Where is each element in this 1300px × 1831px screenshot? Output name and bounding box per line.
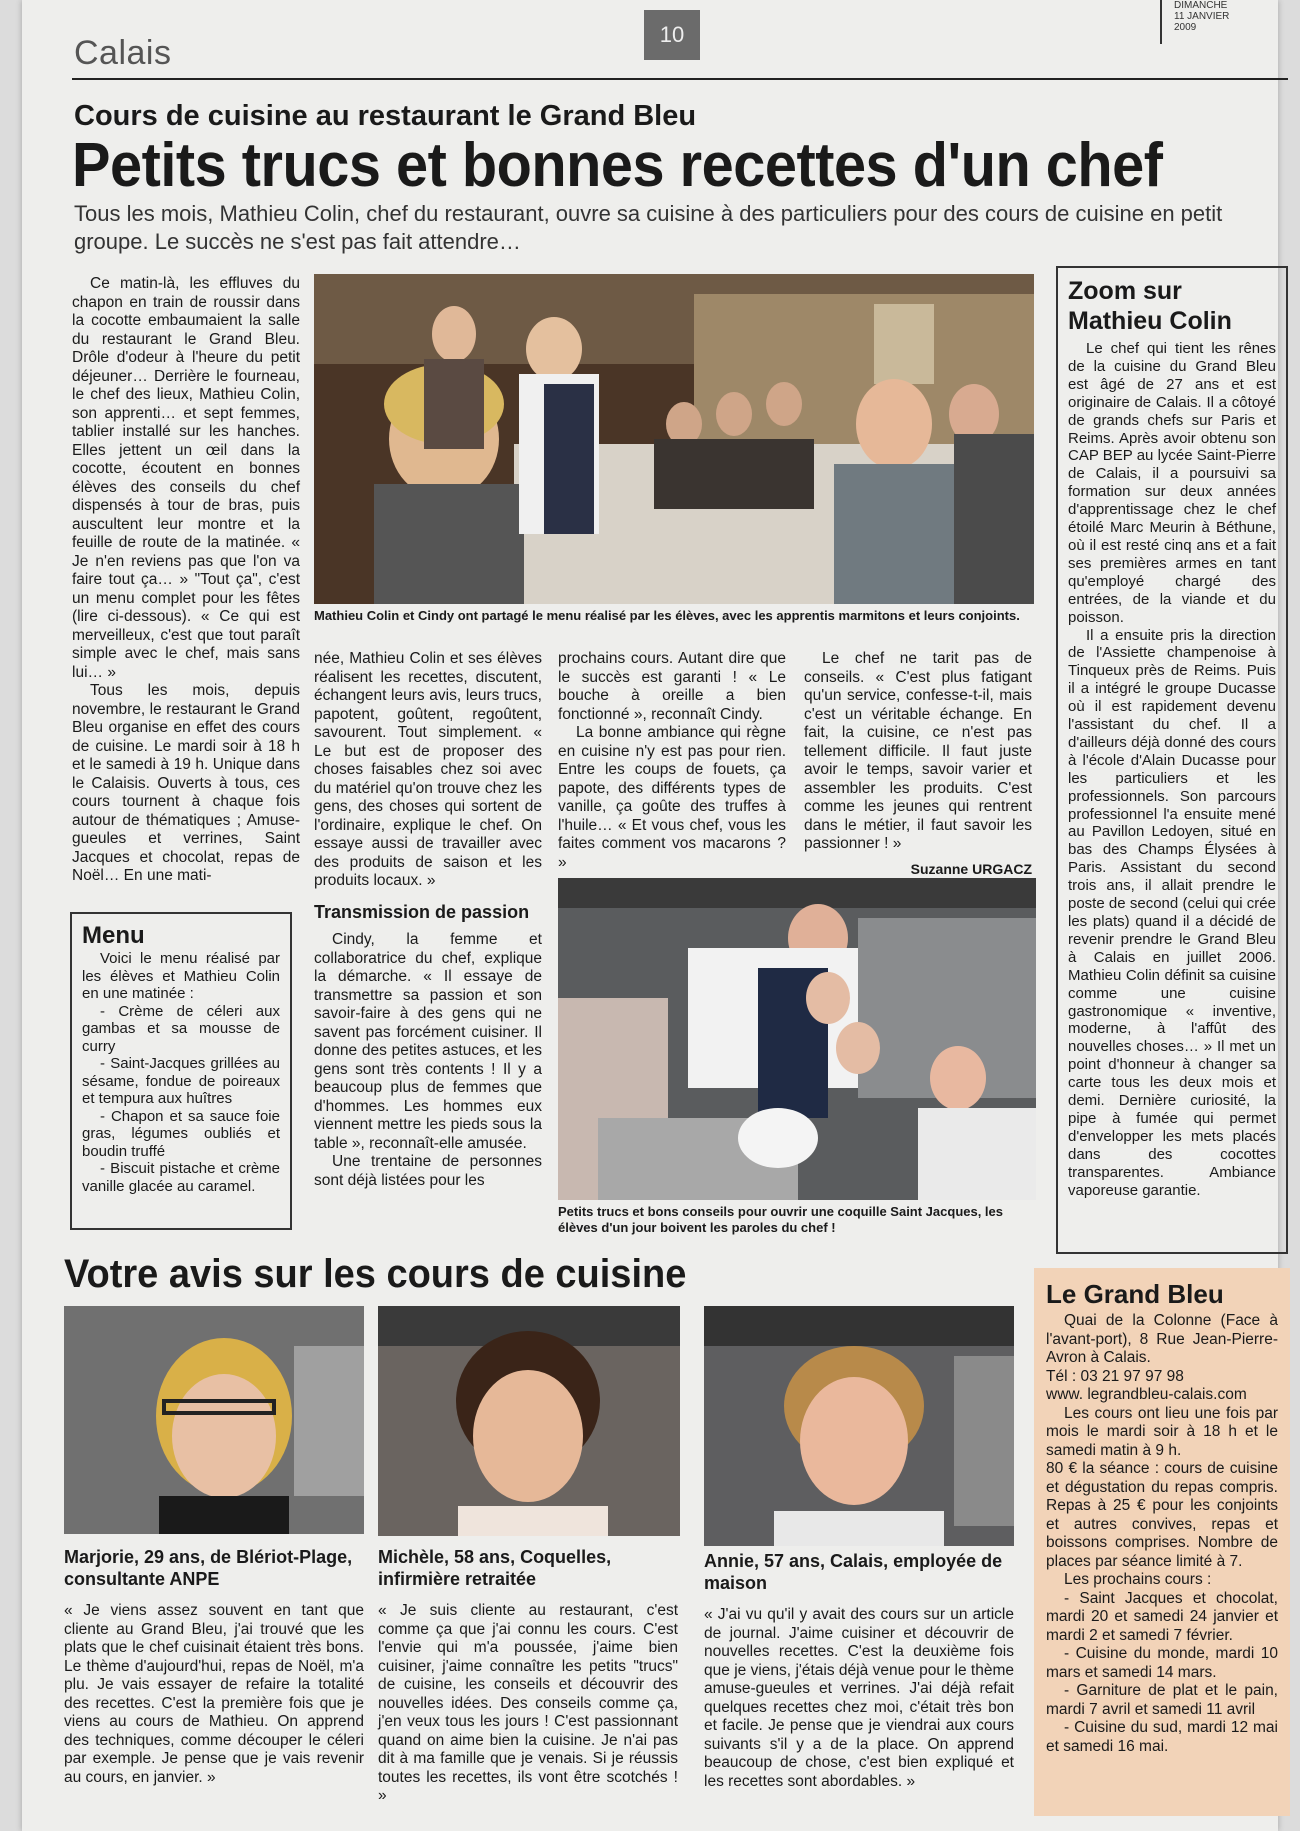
subheading: Transmission de passion [314, 901, 530, 922]
article-headline: Petits trucs et bonnes recettes d'un chef [72, 131, 1163, 200]
course-item: - Cuisine du monde, mardi 10 mars et samedi 14 mars. [1046, 1645, 1278, 1681]
menu-box [70, 912, 292, 1230]
paragraph: Le chef qui tient les rênes de la cuisine du Grand Bleu est âgé de 27 ans et est originaire de Calais. Il a côtoyé de grands chefs sur Paris et Reims. Après avoir obtenu son CAP BEP au lycée Saint-Pierre de Calais, il a poursuivi sa formation sur deux années d'apprentissage chez le chef étoilé Marc Meurin à Béthune, où il est resté cinq ans et a fait ses premières armes en tant qu'employé chargé des entrées, de la viande et du poisson. [1068, 340, 1276, 626]
avis-person-2 [378, 1546, 678, 1806]
person-quote: « J'ai vu qu'il y avait des cours sur un article de journal. J'aime cuisiner et découvrir de nouvelles recettes. C'est la deuxième fois que je viens, j'étais déjà venue pour le thème amuse-gueules et verrines. J'ai déjà refait quelques recettes chez moi, c'était très bon et facile. Je pense que je viendrai aux cours suivants s'il y a de la place. On apprend beaucoup de chose, c'est bien expliqué et les recettes sont abordables. » [704, 1606, 1014, 1790]
address: Quai de la Colonne (Face à l'avant-port), 8 Rue Jean-Pierre-Avron à Calais. [1046, 1312, 1278, 1366]
header-rule [72, 78, 1288, 80]
portrait-photo-annie [704, 1306, 1014, 1546]
menu-item: - Chapon et sa sauce foie gras, légumes oubliés et boudin truffé [82, 1107, 280, 1160]
avis-person-3 [704, 1550, 1014, 1791]
date-year: 2009 [1174, 22, 1197, 33]
article-column-1 [72, 275, 300, 886]
person-quote: « Je suis cliente au restaurant, c'est comme ça que j'ai connu les cours. C'est l'envie qui m'a poussée, j'aime bien cuisiner, j'aime connaître les petits "trucs" de cuisine, les conseils et découvrir des nouvelles idées. Des conseils comme ça, j'en veux tous les jours ! C'est passionnant quand on aime bien la cuisine. Je n'ai pas dit à ma famille que je venais. Si je réussis toutes les recettes, ils vont être scotchés ! » [378, 1602, 678, 1804]
paragraph: prochains cours. Autant dire que le succès est garanti ! « Le bouche à oreille a bien fonctionné », reconnaît Cindy. [558, 650, 786, 723]
paragraph: Ce matin-là, les effluves du chapon en train de roussir dans la cocotte embaumaient la salle du restaurant le Grand Bleu. Drôle d'odeur à l'heure du petit déjeuner… Derrière le fourneau, le chef des lieux, Mathieu Colin, son apprenti… et sept femmes, tablier installé sur les hanches. Elles jettent un œil dans la cocotte, écoutent en bonnes élèves des conseils du chef dispensés à tour de bras, puis auscultent leur montre et la feuille de route de la matinée. « Je n'en reviens pas que l'on va faire tout ça… » "Tout ça", c'est un menu complet pour les fêtes (lire ci-dessous). « Ce qui est merveilleux, c'est que tout paraît simple avec le chef, mais sans lui… » [72, 275, 300, 681]
date-day-month: 11 JANVIER [1174, 11, 1230, 22]
grand-bleu-box [1034, 1268, 1290, 1816]
photo2-caption: Petits trucs et bons conseils pour ouvrir une coquille Saint Jacques, les élèves d'un jour boivent les paroles du chef ! [558, 1204, 1004, 1235]
paragraph: née, Mathieu Colin et ses élèves réalisent les recettes, discutent, échangent leurs avis, leurs trucs, papotent, goûtent, regoûtent, savourent. Tout simplement. « Le but est de proposer des choses faisables chez soi avec du matériel qu'on trouve chez les gens, des choses qui sortent de l'ordinaire, explique le chef. On essaye aussi de travailler avec des produits de saison et les produits locaux. » [314, 650, 542, 889]
avis-title: Votre avis sur les cours de cuisine [64, 1252, 687, 1296]
course-item: - Saint Jacques et chocolat, mardi 20 et samedi 24 janvier et mardi 2 et samedi 7 février. [1046, 1589, 1278, 1644]
avis-person-1 [64, 1546, 364, 1787]
course-item: - Cuisine du sud, mardi 12 mai et samedi 16 mai. [1046, 1719, 1278, 1755]
menu-item: - Biscuit pistache et crème vanille glacée au caramel. [82, 1160, 280, 1195]
paragraph: Les prochains cours : [1064, 1571, 1212, 1588]
article-column-3 [558, 650, 786, 872]
article-lede: Tous les mois, Mathieu Colin, chef du restaurant, ouvre sa cuisine à des particuliers pour des cours de cuisine en petit groupe. Le succès ne s'est pas fait attendre… [74, 201, 1223, 254]
newspaper-page [22, 0, 1278, 1831]
byline: Suzanne URGACZ [910, 860, 1032, 877]
paragraph: Une trentaine de personnes sont déjà listées pour les [314, 1153, 542, 1189]
course-item: - Garniture de plat et le pain, mardi 7 avril et samedi 11 avril [1046, 1682, 1278, 1718]
page-number: 10 [644, 10, 700, 60]
portrait-photo-marjorie [64, 1306, 364, 1534]
restaurant-dining-photo [314, 274, 1034, 604]
person-name: Annie, 57 ans, Calais, employée de maison [704, 1551, 1003, 1593]
paragraph: La bonne ambiance qui règne en cuisine n'y est pas pour rien. Entre les coups de fouets, ça papote, des différents types de vanille, ça goûte des truffes à l'huile… « Et vous chef, vous les faites comment vos macarons ? » [558, 724, 786, 871]
date-box [1160, 0, 1286, 44]
article-kicker: Cours de cuisine au restaurant le Grand Bleu [74, 100, 697, 132]
grand-bleu-title: Le Grand Bleu [1046, 1279, 1224, 1309]
paragraph: Le chef ne tarit pas de conseils. « C'est plus fatigant qu'un service, confesse-t-il, mais c'est un véritable échange. En fait, la cuisine, ce n'est pas tellement difficile. Il faut juste avoir le temps, savoir varier et assembler les produits. C'est comme les jeunes qui rentrent dans le métier, il faut savoir les passionner ! » [804, 650, 1032, 852]
person-name: Marjorie, 29 ans, de Blériot-Plage, consultante ANPE [64, 1547, 353, 1589]
person-quote: « Je viens assez souvent en tant que cliente au Grand Bleu, j'ai trouvé que les plats que le chef cuisinait étaient très bons. Le thème d'aujourd'hui, repas de Noël, m'a plu. Je vais essayer de refaire la totalité des recettes. C'est la première fois que je viens au cours de Mathieu. On apprend des techniques, comme découper le céleri par exemple. Je pense que je vais revenir au cours, en janvier. » [64, 1602, 364, 1786]
zoom-box [1056, 266, 1288, 1254]
paragraph: Il a ensuite pris la direction de l'Assiette champenoise à Tinqueux près de Reims. Puis il a intégré le groupe Ducasse où il est rapidement devenu l'assistant du chef. Il a d'ailleurs déjà donné des cours à l'école d'Alain Ducasse pour les particuliers et les professionnels. Son parcours professionnel l'a ensuite mené au Pavillon Ledoyen, situé en bas des Champs Élysées à Paris. Assistant du second trois ans, il allait prendre le poste de second (celui qui crée les plats) quand il a décidé de revenir prendre le Grand Bleu à Calais en juillet 2006. Mathieu Colin définit sa cuisine comme une cuisine gastronomique « inventive, moderne, à l'affût des nouvelles choses… » Il met un point d'honneur à changer sa carte tous les deux mois et demi. Dernière curiosité, la pipe à fumée qui permet d'envelopper les mets placés dans des cocottes transparentes. Ambiance vaporeuse garantie. [1068, 626, 1276, 1199]
date-weekday: DIMANCHE [1174, 0, 1228, 11]
menu-item: - Saint-Jacques grillées au sésame, fondue de poireaux et tempura aux huîtres [82, 1055, 280, 1107]
paragraph: Les cours ont lieu une fois par mois le mardi soir à 18 h et le samedi matin à 9 h. [1046, 1404, 1278, 1459]
menu-item: - Crème de céleri aux gambas et sa mousse de curry [82, 1002, 280, 1055]
zoom-title: Zoom sur Mathieu Colin [1068, 277, 1232, 335]
paragraph: Cindy, la femme et collaboratrice du chef, explique la démarche. « Il essaye de transmettre sa passion et son savoir-faire à des gens qui ne savent pas forcément cuisiner. Il donne des petites astuces, et les gens sont très contents ! Il y a beaucoup plus de femmes que d'hommes. Les hommes eux viennent mettre les pieds sous la table », reconnaît-elle amusée. [314, 931, 542, 1152]
article-column-2 [314, 650, 542, 1190]
paragraph: Tous les mois, depuis novembre, le restaurant le Grand Bleu organise en effet des cours de cuisine. Le mardi soir à 18 h et le samedi à 19 h. Unique dans le Calaisis. Ouverts à tous, ces cours tournent à chaque fois autour de thématiques ; Amuse-gueules et verrines, Saint Jacques et chocolat, repas de Noël… En une mati- [72, 682, 300, 884]
person-name: Michèle, 58 ans, Coquelles, infirmière retraitée [378, 1547, 612, 1589]
phone: Tél : 03 21 97 97 98 [1046, 1367, 1184, 1385]
website: www. legrandbleu-calais.com [1046, 1386, 1247, 1403]
menu-title: Menu [82, 922, 145, 949]
kitchen-class-photo [558, 878, 1036, 1200]
portrait-photo-michele [378, 1306, 680, 1536]
article-column-4 [804, 650, 1032, 878]
menu-intro: Voici le menu réalisé par les élèves et Mathieu Colin en une matinée : [82, 950, 280, 1002]
photo1-caption: Mathieu Colin et Cindy ont partagé le menu réalisé par les élèves, avec les apprentis marmitons et leurs conjoints. [314, 608, 1020, 623]
paragraph: 80 € la séance : cours de cuisine et dégustation du repas compris. Repas à 25 € pour les conjoints et autres convives, repas et boissons comprises. Nombre de places par séance limité à 7. [1046, 1460, 1278, 1570]
section-title: Calais [74, 34, 172, 72]
